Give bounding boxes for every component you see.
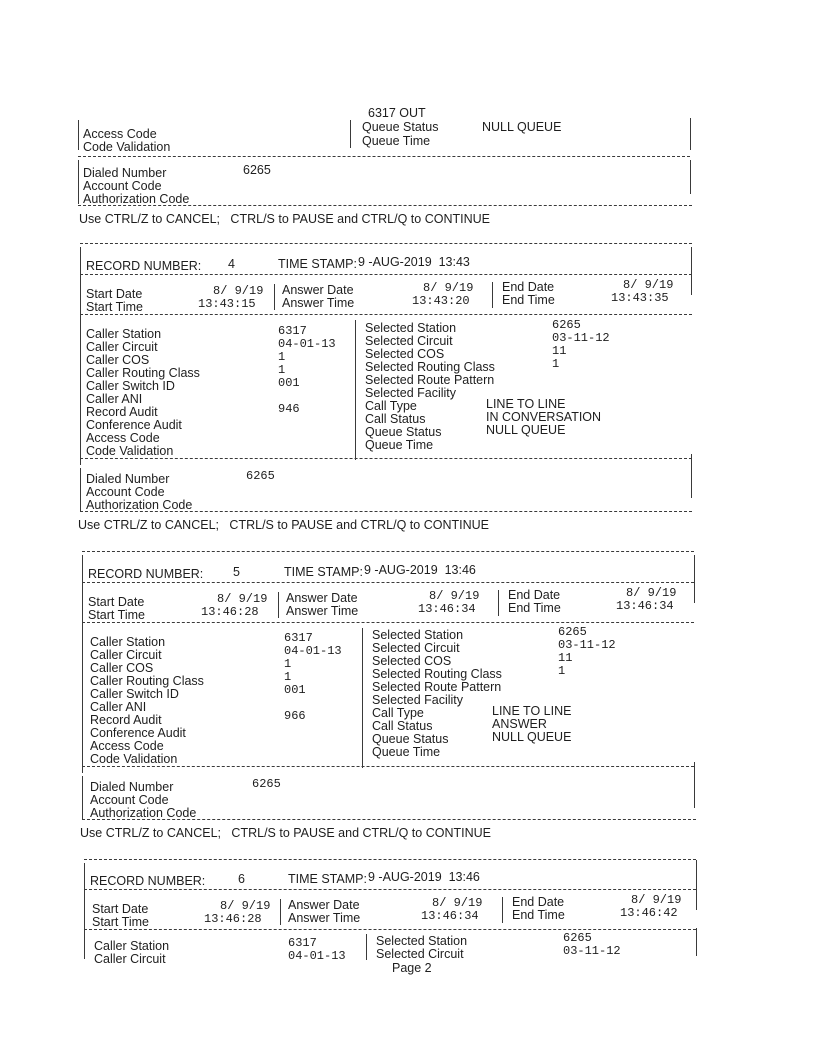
column-divider xyxy=(502,897,503,923)
border-left xyxy=(82,776,83,820)
end-date-label: End Date xyxy=(512,895,565,909)
caller-routing-class-label: Caller Routing Class xyxy=(86,366,200,380)
answer-time-label: Answer Time xyxy=(288,911,361,925)
access-code-label: Access Code xyxy=(86,431,160,445)
record-audit-label: Record Audit xyxy=(90,713,162,727)
end-date-label: End Date xyxy=(502,280,555,294)
caller-circuit-value: 04-01-13 xyxy=(288,949,346,963)
divider xyxy=(80,314,692,315)
answer-date-value: 8/ 9/19 xyxy=(432,896,483,910)
access-code-label: Access Code xyxy=(83,127,157,141)
time-stamp-label: TIME STAMP: xyxy=(278,257,357,271)
instructions-line: Use CTRL/Z to CANCEL; CTRL/S to PAUSE and CTRL/Q to CONTINUE xyxy=(78,518,489,532)
column-divider xyxy=(278,592,279,618)
call-type-label: Call Type xyxy=(372,706,424,720)
end-date-value: 8/ 9/19 xyxy=(626,586,677,600)
record-audit-value: 946 xyxy=(278,402,300,416)
time-stamp-value: 9 -AUG-2019 13:43 xyxy=(358,255,470,269)
border-left xyxy=(80,468,81,512)
authorization-code-label: Authorization Code xyxy=(83,192,190,206)
caller-station-label: Caller Station xyxy=(86,327,162,341)
border-right xyxy=(691,247,692,295)
selected-routing-class-value: 1 xyxy=(558,664,566,678)
end-time-label: End Time xyxy=(502,293,555,307)
selected-cos-label: Selected COS xyxy=(372,654,452,668)
selected-cos-label: Selected COS xyxy=(365,347,445,361)
column-divider xyxy=(274,284,275,310)
record-number-label: RECORD NUMBER: xyxy=(88,567,204,581)
caller-routing-class-value: 1 xyxy=(284,670,292,684)
answer-date-label: Answer Date xyxy=(282,283,354,297)
divider xyxy=(82,766,694,767)
divider xyxy=(82,582,694,583)
time-stamp-value: 9 -AUG-2019 13:46 xyxy=(364,563,476,577)
caller-circuit-value: 04-01-13 xyxy=(284,644,342,658)
start-time-label: Start Time xyxy=(86,300,143,314)
authorization-code-label: Authorization Code xyxy=(90,806,197,820)
border-right xyxy=(694,762,695,808)
border-left xyxy=(84,863,85,959)
caller-cos-label: Caller COS xyxy=(90,661,154,675)
selected-facility-label: Selected Facility xyxy=(372,693,464,707)
caller-circuit-value: 04-01-13 xyxy=(278,337,336,351)
selected-station-value: 6265 xyxy=(558,625,587,639)
queue-time-label: Queue Time xyxy=(365,438,434,452)
border-right xyxy=(696,928,697,956)
selected-station-value: 6265 xyxy=(563,931,592,945)
column-divider xyxy=(362,628,363,768)
conference-audit-label: Conference Audit xyxy=(86,418,182,432)
account-code-label: Account Code xyxy=(83,179,162,193)
start-date-label: Start Date xyxy=(86,287,143,301)
border-right xyxy=(690,118,691,150)
divider xyxy=(80,243,692,244)
caller-station-value: 6317 xyxy=(284,631,313,645)
caller-switch-id-value: 001 xyxy=(278,376,300,390)
end-time-label: End Time xyxy=(508,601,561,615)
start-date-label: Start Date xyxy=(92,902,149,916)
code-validation-label: Code Validation xyxy=(83,140,171,154)
account-code-label: Account Code xyxy=(86,485,165,499)
caller-switch-id-value: 001 xyxy=(284,683,306,697)
start-time-value: 13:46:28 xyxy=(204,912,262,926)
record-number-label: RECORD NUMBER: xyxy=(86,259,202,273)
selected-station-label: Selected Station xyxy=(365,321,457,335)
column-divider xyxy=(350,120,351,148)
queue-status-value: NULL QUEUE xyxy=(492,730,572,744)
selected-cos-value: 11 xyxy=(558,651,573,665)
answer-time-value: 13:46:34 xyxy=(418,602,476,616)
answer-date-value: 8/ 9/19 xyxy=(429,589,480,603)
border-left xyxy=(80,247,81,465)
divider xyxy=(80,458,692,459)
caller-circuit-label: Caller Circuit xyxy=(90,648,162,662)
border-left xyxy=(82,555,83,773)
divider xyxy=(82,819,696,820)
divider xyxy=(84,929,696,930)
divider xyxy=(80,511,692,512)
answer-date-label: Answer Date xyxy=(288,898,360,912)
caller-circuit-label: Caller Circuit xyxy=(94,952,166,966)
code-validation-label: Code Validation xyxy=(90,752,178,766)
divider xyxy=(80,274,692,275)
page-number: Page 2 xyxy=(392,961,432,975)
caller-switch-id-label: Caller Switch ID xyxy=(90,687,179,701)
selected-circuit-value: 03-11-12 xyxy=(558,638,616,652)
time-stamp-value: 9 -AUG-2019 13:46 xyxy=(368,870,480,884)
queue-status-label: Queue Status xyxy=(365,425,442,439)
column-divider xyxy=(366,934,367,960)
queue-status-value: NULL QUEUE xyxy=(486,423,566,437)
caller-cos-label: Caller COS xyxy=(86,353,150,367)
dialed-number-label: Dialed Number xyxy=(86,472,170,486)
call-type-label: Call Type xyxy=(365,399,417,413)
conference-audit-label: Conference Audit xyxy=(90,726,186,740)
start-time-value: 13:46:28 xyxy=(201,605,259,619)
station-out: 6317 OUT xyxy=(368,106,426,120)
call-status-value: IN CONVERSATION xyxy=(486,410,602,424)
end-time-value: 13:46:34 xyxy=(616,599,674,613)
access-code-label: Access Code xyxy=(90,739,164,753)
divider xyxy=(84,859,696,860)
time-stamp-label: TIME STAMP: xyxy=(288,872,367,886)
selected-circuit-label: Selected Circuit xyxy=(372,641,460,655)
end-time-label: End Time xyxy=(512,908,565,922)
selected-station-label: Selected Station xyxy=(376,934,468,948)
selected-facility-label: Selected Facility xyxy=(365,386,457,400)
instructions-line: Use CTRL/Z to CANCEL; CTRL/S to PAUSE and CTRL/Q to CONTINUE xyxy=(80,826,491,840)
record-audit-value: 966 xyxy=(284,709,306,723)
dialed-number-value: 6265 xyxy=(246,469,275,483)
caller-station-value: 6317 xyxy=(288,936,317,950)
dialed-number-value: 6265 xyxy=(252,777,281,791)
start-time-label: Start Time xyxy=(88,608,145,622)
column-divider xyxy=(498,590,499,616)
end-date-label: End Date xyxy=(508,588,561,602)
caller-switch-id-label: Caller Switch ID xyxy=(86,379,175,393)
selected-cos-value: 11 xyxy=(552,344,567,358)
column-divider xyxy=(280,899,281,925)
divider xyxy=(84,889,696,890)
answer-time-label: Answer Time xyxy=(286,604,359,618)
end-time-value: 13:46:42 xyxy=(620,906,678,920)
caller-cos-value: 1 xyxy=(278,350,286,364)
queue-status-value: NULL QUEUE xyxy=(482,120,562,134)
call-type-value: LINE TO LINE xyxy=(492,704,572,718)
record-number-label: RECORD NUMBER: xyxy=(90,874,206,888)
start-date-value: 8/ 9/19 xyxy=(220,899,271,913)
caller-station-label: Caller Station xyxy=(94,939,170,953)
start-time-value: 13:43:15 xyxy=(198,297,256,311)
caller-routing-class-label: Caller Routing Class xyxy=(90,674,204,688)
caller-routing-class-value: 1 xyxy=(278,363,286,377)
end-time-value: 13:43:35 xyxy=(611,291,669,305)
record-number-value: 5 xyxy=(233,565,240,579)
start-date-value: 8/ 9/19 xyxy=(217,592,268,606)
border-left xyxy=(78,120,79,150)
call-status-label: Call Status xyxy=(365,412,426,426)
answer-date-value: 8/ 9/19 xyxy=(423,281,474,295)
column-divider xyxy=(492,282,493,308)
record-number-value: 6 xyxy=(238,872,245,886)
queue-time-label: Queue Time xyxy=(372,745,441,759)
caller-ani-label: Caller ANI xyxy=(90,700,147,714)
answer-date-label: Answer Date xyxy=(286,591,358,605)
answer-time-label: Answer Time xyxy=(282,296,355,310)
selected-routing-class-label: Selected Routing Class xyxy=(365,360,495,374)
account-code-label: Account Code xyxy=(90,793,169,807)
selected-circuit-value: 03-11-12 xyxy=(552,331,610,345)
border-right xyxy=(694,555,695,603)
authorization-code-label: Authorization Code xyxy=(86,498,193,512)
call-type-value: LINE TO LINE xyxy=(486,397,566,411)
call-status-value: ANSWER xyxy=(492,717,547,731)
divider xyxy=(78,156,690,157)
caller-ani-label: Caller ANI xyxy=(86,392,143,406)
call-status-label: Call Status xyxy=(372,719,433,733)
end-date-value: 8/ 9/19 xyxy=(623,278,674,292)
queue-status-label: Queue Status xyxy=(362,120,439,134)
queue-time-label: Queue Time xyxy=(362,134,431,148)
answer-time-value: 13:43:20 xyxy=(412,294,470,308)
divider xyxy=(78,205,692,206)
selected-circuit-label: Selected Circuit xyxy=(376,947,464,961)
start-time-label: Start Time xyxy=(92,915,149,929)
caller-cos-value: 1 xyxy=(284,657,292,671)
dialed-number-value: 6265 xyxy=(243,163,271,177)
code-validation-label: Code Validation xyxy=(86,444,174,458)
selected-station-value: 6265 xyxy=(552,318,581,332)
start-date-value: 8/ 9/19 xyxy=(213,284,264,298)
caller-circuit-label: Caller Circuit xyxy=(86,340,158,354)
selected-circuit-value: 03-11-12 xyxy=(563,944,621,958)
selected-station-label: Selected Station xyxy=(372,628,464,642)
start-date-label: Start Date xyxy=(88,595,145,609)
divider xyxy=(82,551,694,552)
answer-time-value: 13:46:34 xyxy=(421,909,479,923)
selected-route-pattern-label: Selected Route Pattern xyxy=(372,680,502,694)
border-right xyxy=(696,860,697,910)
queue-status-label: Queue Status xyxy=(372,732,449,746)
dialed-number-label: Dialed Number xyxy=(83,166,167,180)
selected-routing-class-value: 1 xyxy=(552,357,560,371)
divider xyxy=(82,622,694,623)
selected-circuit-label: Selected Circuit xyxy=(365,334,453,348)
instructions-line: Use CTRL/Z to CANCEL; CTRL/S to PAUSE and CTRL/Q to CONTINUE xyxy=(79,212,490,226)
caller-station-label: Caller Station xyxy=(90,635,166,649)
caller-station-value: 6317 xyxy=(278,324,307,338)
end-date-value: 8/ 9/19 xyxy=(631,893,682,907)
border-right xyxy=(690,160,691,194)
selected-routing-class-label: Selected Routing Class xyxy=(372,667,502,681)
record-number-value: 4 xyxy=(228,257,235,271)
dialed-number-label: Dialed Number xyxy=(90,780,174,794)
time-stamp-label: TIME STAMP: xyxy=(284,565,363,579)
record-audit-label: Record Audit xyxy=(86,405,158,419)
selected-route-pattern-label: Selected Route Pattern xyxy=(365,373,495,387)
border-left xyxy=(78,160,79,204)
column-divider xyxy=(355,320,356,460)
border-right xyxy=(691,454,692,498)
